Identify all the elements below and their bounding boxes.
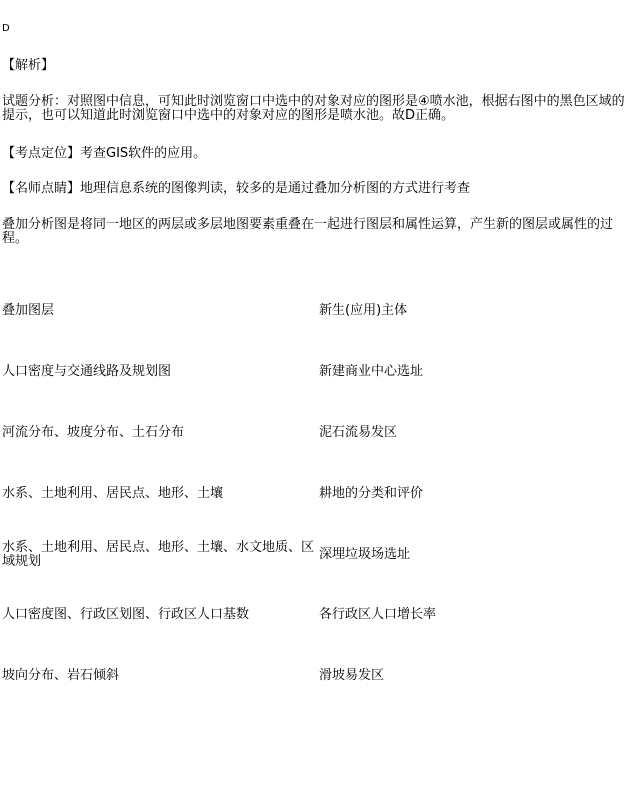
exam-point-text: 【考点定位】考查GIS软件的应用。 <box>2 146 207 161</box>
table-row <box>0 487 630 529</box>
table-cell-layers: 人口密度图、行政区划图、行政区人口基数 <box>2 607 250 622</box>
table-row <box>0 426 630 468</box>
table-row <box>0 608 630 650</box>
table-cell-application: 泥石流易发区 <box>319 425 398 440</box>
overlay-definition-paragraph: 叠加分析图是将同一地区的两层或多层地图要素重叠在一起进行图层和属性运算，产生新的图层或属性的过程。 <box>2 217 614 246</box>
analysis-paragraph: 试题分析：对照图中信息，可知此时浏览窗口中选中的对象对应的图形是④喷水池，根据右图中的黑色区域的提示，也可以知道此时浏览窗口中选中的对象对应的图形是喷水池。故D正确。 <box>2 94 625 123</box>
table-row <box>0 541 630 583</box>
table-row <box>0 365 630 407</box>
table-header-row <box>0 304 630 346</box>
answer-text: D <box>2 23 10 34</box>
table-cell-layers: 人口密度与交通线路及规划图 <box>2 364 172 379</box>
table-cell-application: 新建商业中心选址 <box>319 364 424 379</box>
table-cell-application: 深埋垃圾场选址 <box>319 547 411 562</box>
table-cell-layers: 河流分布、坡度分布、土石分布 <box>2 425 185 440</box>
table-cell-layers: 水系、土地利用、居民点、地形、土壤、水文地质、区域规划 <box>2 540 315 569</box>
analysis-heading: 【解析】 <box>2 58 55 73</box>
teacher-note-text: 【名师点睛】地理信息系统的图像判读，较多的是通过叠加分析图的方式进行考查 <box>2 181 471 196</box>
table-row <box>0 669 630 711</box>
table-cell-application: 耕地的分类和评价 <box>319 486 424 501</box>
table-cell-application: 滑坡易发区 <box>319 668 385 683</box>
table-cell-layers: 水系、土地利用、居民点、地形、土壤 <box>2 486 224 501</box>
table-cell-application: 各行政区人口增长率 <box>319 607 437 622</box>
header-overlay-layers: 叠加图层 <box>2 303 55 318</box>
header-new-application: 新生(应用)主体 <box>319 303 408 318</box>
table-cell-layers: 坡向分布、岩石倾斜 <box>2 668 120 683</box>
